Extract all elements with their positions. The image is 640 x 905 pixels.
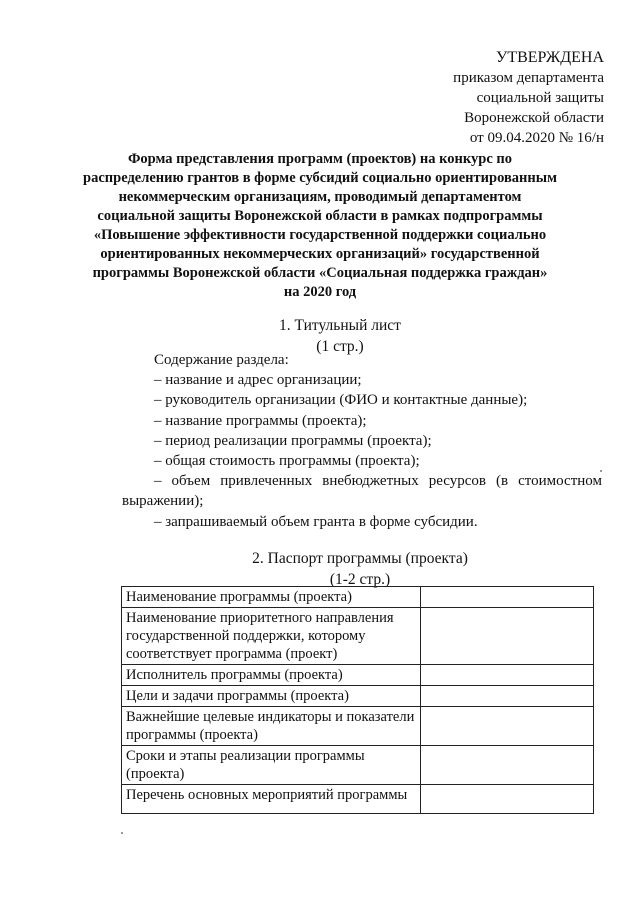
scan-speck [600, 470, 602, 472]
list-item-continuation: выражении); [122, 493, 204, 510]
table-cell-label: Исполнитель программы (проекта) [122, 665, 421, 686]
title-line: социальной защиты Воронежской области в рамках подпрограммы [97, 208, 543, 224]
passport-table [121, 586, 594, 814]
title-line: некоммерческим организациям, проводимый департаментом [118, 189, 522, 205]
list-item: – запрашиваемый объем гранта в форме субсидии. [154, 513, 478, 530]
table-cell-value [421, 587, 594, 608]
scan-speck [121, 832, 123, 834]
table-row [122, 707, 594, 746]
title-line: «Повышение эффективности государственной поддержки социально [93, 227, 547, 243]
list-item: – руководитель организации (ФИО и контактные данные); [154, 392, 528, 409]
list-item: – название и адрес организации; [154, 372, 362, 389]
document-title [80, 150, 560, 302]
approval-line: приказом департамента [453, 70, 604, 86]
table-row [122, 608, 594, 665]
section1-pages: (1 стр.) [316, 338, 364, 355]
table-cell-label: Наименование программы (проекта) [122, 587, 421, 608]
table-cell-label: Наименование приоритетного направления государственной поддержки, которому соответствует программа (проект) [122, 608, 421, 665]
list-item: – период реализации программы (проекта); [154, 432, 432, 449]
table-cell-label: Перечень основных мероприятий программы [122, 785, 421, 814]
title-line: ориентированных некоммерческих организаций» государственной [100, 246, 540, 262]
approval-heading: УТВЕРЖДЕНА [495, 49, 604, 66]
table-cell-value [421, 707, 594, 746]
list-item: – название программы (проекта); [154, 412, 367, 429]
list-item: – общая стоимость программы (проекта); [154, 453, 420, 470]
table-cell-value [421, 785, 594, 814]
section2-heading [220, 548, 500, 590]
table-cell-value [421, 665, 594, 686]
approval-line: социальной защиты [476, 90, 604, 106]
table-row [122, 746, 594, 785]
table-cell-value [421, 608, 594, 665]
section1-content [122, 350, 602, 532]
table-cell-value [421, 746, 594, 785]
table-row [122, 665, 594, 686]
table-cell-label: Сроки и этапы реализации программы (проекта) [122, 746, 421, 785]
table-row [122, 587, 594, 608]
section1-title: 1. Титульный лист [279, 317, 401, 334]
table-cell-label: Важнейшие целевые индикаторы и показатели программы (проекта) [122, 707, 421, 746]
table-row [122, 686, 594, 707]
approval-line: Воронежской области [464, 110, 604, 126]
table-row [122, 785, 594, 814]
list-item: – объем привлеченных внебюджетных ресурсов (в стоимостном [154, 473, 602, 490]
title-line: распределению грантов в форме субсидий социально ориентированным [83, 170, 557, 186]
section1-lead: Содержание раздела: [154, 352, 289, 368]
approval-stamp [453, 48, 604, 148]
title-line: программы Воронежской области «Социальная поддержка граждан» [92, 265, 548, 281]
table-cell-label: Цели и задачи программы (проекта) [122, 686, 421, 707]
approval-date-number: от 09.04.2020 № 16/н [469, 130, 604, 146]
table-cell-value [421, 686, 594, 707]
title-line: на 2020 год [283, 284, 357, 300]
title-line: Форма представления программ (проектов) на конкурс по [127, 151, 513, 167]
section2-pages: (1-2 стр.) [329, 571, 391, 588]
section2-title: 2. Паспорт программы (проекта) [252, 550, 468, 567]
